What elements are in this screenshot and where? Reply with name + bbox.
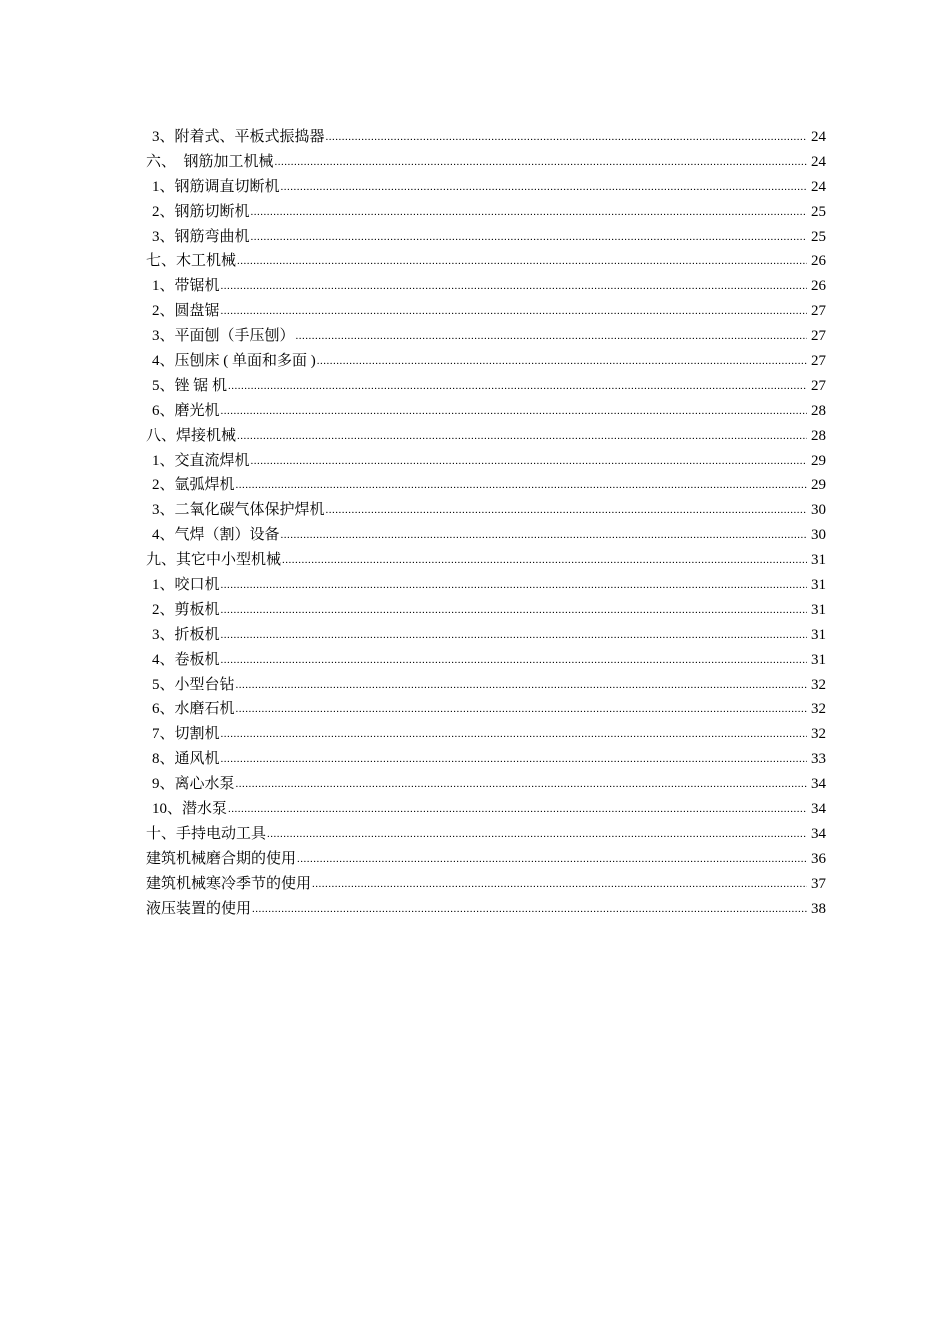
toc-entry[interactable] [146,274,826,299]
toc-dot-leader [221,573,807,598]
toc-entry-title: 六、 钢筋加工机械 [146,153,274,170]
toc-entry-title: 九、其它中小型机械 [146,552,282,569]
toc-entry[interactable] [146,673,826,698]
toc-dot-leader [221,274,807,299]
toc-entry-title: 2、氩弧焊机 [152,477,235,494]
toc-entry-page-number: 31 [811,552,826,569]
toc-entry-title: 2、钢筋切断机 [152,203,250,220]
toc-entry-title: 5、锉 锯 机 [152,377,228,394]
toc-dot-leader [317,349,807,374]
toc-entry-title: 2、圆盘锯 [152,303,220,320]
toc-entry-page-number: 28 [811,427,826,444]
toc-entry-page-number: 24 [811,178,826,195]
toc-entry[interactable] [146,200,826,225]
toc-dot-leader [251,449,807,474]
toc-dot-leader [236,473,807,498]
toc-entry-page-number: 34 [811,825,826,842]
toc-dot-leader [281,175,807,200]
toc-dot-leader [221,648,807,673]
toc-entry-page-number: 30 [811,502,826,519]
toc-entry-page-number: 27 [811,328,826,345]
toc-entry[interactable] [146,299,826,324]
toc-entry-title: 1、带锯机 [152,278,220,295]
toc-entry-page-number: 34 [811,801,826,818]
toc-entry-page-number: 31 [811,626,826,643]
toc-entry-title: 8、通风机 [152,751,220,768]
toc-entry[interactable] [146,424,826,449]
toc-entry-page-number: 32 [811,701,826,718]
toc-entry[interactable] [146,872,826,897]
toc-entry-title: 建筑机械磨合期的使用 [146,850,297,867]
toc-entry-page-number: 27 [811,353,826,370]
toc-entry[interactable] [146,772,826,797]
toc-entry[interactable] [146,249,826,274]
toc-dot-leader [312,872,807,897]
toc-entry[interactable] [146,623,826,648]
table-of-contents [146,125,826,922]
toc-dot-leader [297,847,807,872]
toc-entry-page-number: 28 [811,402,826,419]
toc-entry[interactable] [146,374,826,399]
toc-entry-title: 4、压刨床 ( 单面和多面 ) [152,353,316,370]
toc-entry-title: 建筑机械寒冷季节的使用 [146,875,312,892]
toc-entry-page-number: 38 [811,900,826,917]
toc-entry-page-number: 37 [811,875,826,892]
toc-entry[interactable] [146,150,826,175]
toc-dot-leader [237,424,807,449]
toc-entry-title: 3、钢筋弯曲机 [152,228,250,245]
toc-entry-page-number: 25 [811,203,826,220]
toc-dot-leader [251,225,807,250]
toc-entry-title: 6、水磨石机 [152,701,235,718]
toc-entry[interactable] [146,175,826,200]
toc-dot-leader [221,598,807,623]
toc-entry[interactable] [146,897,826,922]
toc-entry-page-number: 30 [811,527,826,544]
toc-dot-leader [221,399,807,424]
toc-entry[interactable] [146,573,826,598]
toc-entry[interactable] [146,548,826,573]
toc-entry-page-number: 36 [811,850,826,867]
toc-entry[interactable] [146,847,826,872]
toc-entry-title: 七、木工机械 [146,253,237,270]
toc-dot-leader [252,897,807,922]
toc-dot-leader [282,548,807,573]
toc-entry[interactable] [146,697,826,722]
toc-entry[interactable] [146,523,826,548]
toc-entry-title: 1、咬口机 [152,577,220,594]
toc-entry-page-number: 31 [811,651,826,668]
toc-entry-title: 2、剪板机 [152,601,220,618]
toc-dot-leader [236,772,807,797]
toc-dot-leader [296,324,807,349]
toc-entry-title: 6、磨光机 [152,402,220,419]
toc-entry-page-number: 33 [811,751,826,768]
toc-dot-leader [221,747,807,772]
toc-entry-title: 10、潜水泵 [152,801,228,818]
toc-entry[interactable] [146,473,826,498]
toc-entry[interactable] [146,598,826,623]
toc-dot-leader [221,623,807,648]
toc-entry-title: 八、焊接机械 [146,427,237,444]
toc-dot-leader [326,498,807,523]
toc-entry-page-number: 34 [811,776,826,793]
toc-entry[interactable] [146,449,826,474]
toc-dot-leader [267,822,807,847]
toc-entry-page-number: 26 [811,278,826,295]
toc-entry-page-number: 29 [811,477,826,494]
toc-entry-page-number: 32 [811,726,826,743]
toc-entry[interactable] [146,797,826,822]
toc-entry[interactable] [146,349,826,374]
toc-entry-title: 1、钢筋调直切断机 [152,178,280,195]
toc-entry-page-number: 31 [811,577,826,594]
toc-entry-page-number: 27 [811,377,826,394]
toc-entry[interactable] [146,225,826,250]
toc-dot-leader [326,125,807,150]
toc-entry-page-number: 26 [811,253,826,270]
toc-entry-title: 3、平面刨（手压刨） [152,328,295,345]
toc-entry-title: 1、交直流焊机 [152,452,250,469]
toc-entry-title: 5、小型台钻 [152,676,235,693]
toc-dot-leader [228,374,807,399]
toc-entry[interactable] [146,125,826,150]
toc-entry[interactable] [146,498,826,523]
toc-entry[interactable] [146,648,826,673]
toc-entry-title: 十、手持电动工具 [146,825,267,842]
toc-entry[interactable] [146,747,826,772]
toc-entry-title: 3、二氧化碳气体保护焊机 [152,502,325,519]
toc-dot-leader [236,697,807,722]
toc-dot-leader [221,722,807,747]
toc-dot-leader [281,523,807,548]
toc-entry[interactable] [146,399,826,424]
toc-entry-page-number: 24 [811,129,826,145]
toc-dot-leader [251,200,807,225]
toc-entry-page-number: 25 [811,228,826,245]
toc-entry-title: 9、离心水泵 [152,776,235,793]
toc-entry[interactable] [146,722,826,747]
toc-entry-title: 4、卷板机 [152,651,220,668]
toc-entry-title: 4、气焊（割）设备 [152,527,280,544]
toc-entry-page-number: 24 [811,153,826,170]
toc-entry-title: 3、折板机 [152,626,220,643]
toc-entry[interactable] [146,324,826,349]
toc-entry-page-number: 29 [811,452,826,469]
toc-entry[interactable] [146,822,826,847]
toc-entry-title: 3、附着式、平板式振捣器 [152,129,325,145]
toc-entry-page-number: 32 [811,676,826,693]
toc-dot-leader [221,299,807,324]
toc-dot-leader [275,150,807,175]
toc-dot-leader [228,797,807,822]
toc-dot-leader [237,249,807,274]
toc-dot-leader [236,673,807,698]
toc-entry-title: 7、切割机 [152,726,220,743]
toc-entry-page-number: 27 [811,303,826,320]
toc-entry-page-number: 31 [811,601,826,618]
toc-entry-title: 液压装置的使用 [146,900,252,917]
